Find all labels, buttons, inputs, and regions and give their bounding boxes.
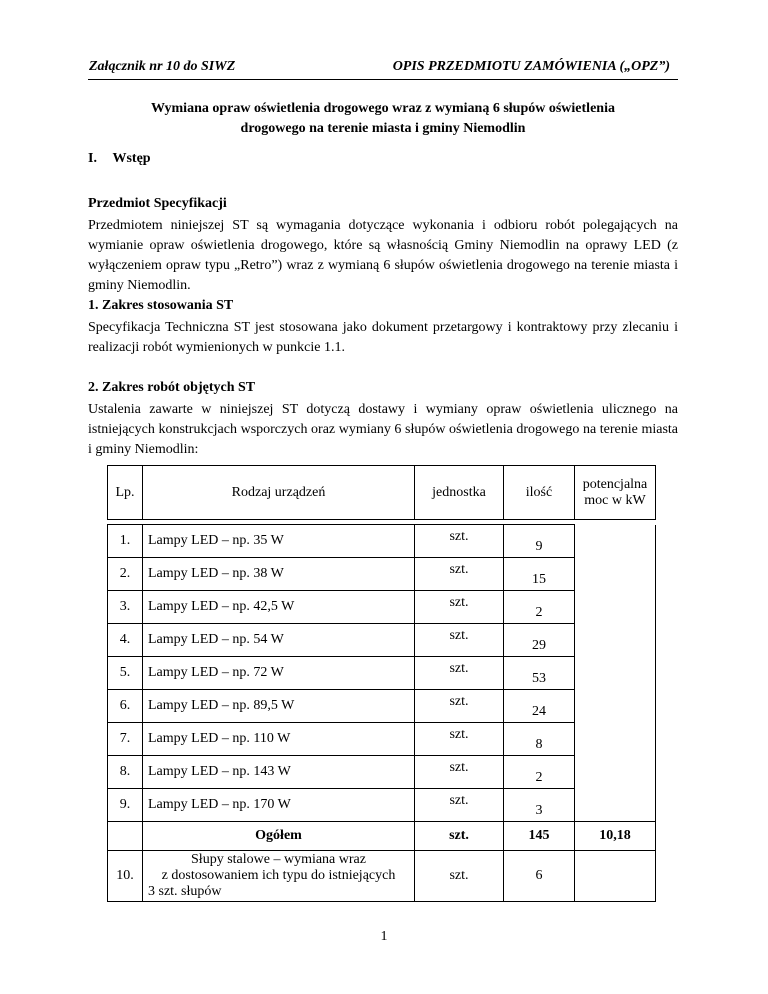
row-lp: 7. xyxy=(108,723,143,756)
power-merged-cell xyxy=(575,525,656,822)
row-unit: szt. xyxy=(415,591,504,624)
row-unit: szt. xyxy=(415,624,504,657)
scope-heading: 1. Zakres stosowania ST xyxy=(88,298,234,313)
table-row xyxy=(108,558,656,591)
row-name: Lampy LED – np. 54 W xyxy=(143,624,415,657)
poles-line-2: z dostosowaniem ich typu do istniejących xyxy=(161,868,396,883)
row-name-poles xyxy=(143,851,415,902)
row-unit: szt. xyxy=(415,789,504,822)
header-unit: jednostka xyxy=(415,466,504,520)
poles-line-3: 3 szt. słupów xyxy=(148,884,222,899)
poles-line-1: Słupy stalowe – wymiana wraz xyxy=(191,852,366,867)
total-label: Ogółem xyxy=(143,822,415,851)
row-qty: 2 xyxy=(504,591,575,624)
works-heading: 2. Zakres robót objętych ST xyxy=(88,380,256,395)
row-name: Lampy LED – np. 35 W xyxy=(143,525,415,558)
section-title: Wstęp xyxy=(112,151,151,166)
total-lp-empty xyxy=(108,822,143,851)
table-row xyxy=(108,525,656,558)
row-qty: 24 xyxy=(504,690,575,723)
header-power xyxy=(575,466,656,520)
row-name: Lampy LED – np. 72 W xyxy=(143,657,415,690)
table-row xyxy=(108,789,656,822)
equipment-table xyxy=(107,465,656,902)
total-row xyxy=(108,822,656,851)
row-lp: 9. xyxy=(108,789,143,822)
row-unit: szt. xyxy=(415,525,504,558)
row-name: Lampy LED – np. 143 W xyxy=(143,756,415,789)
title-line-2: drogowego na terenie miasta i gminy Niemodlin xyxy=(240,121,526,136)
table-row xyxy=(108,657,656,690)
row-qty: 29 xyxy=(504,624,575,657)
page-header xyxy=(88,59,678,80)
total-qty: 145 xyxy=(504,822,575,851)
row-lp: 6. xyxy=(108,690,143,723)
subject-paragraph: Przedmiotem niniejszej ST są wymagania dotyczące wykonania i odbioru robót polegających na wymianie opraw oświetlenia drogowego, które są własnością Gminy Niemodlin na oprawy LED (z wyłączeniem opraw typu „Retro”) wraz z wymianą 6 słupów oświetlenia drogowego na terenie miasta i gminy Niemodlin. xyxy=(88,218,678,293)
row-name: Lampy LED – np. 170 W xyxy=(143,789,415,822)
header-power-text: potencjalna moc w kW xyxy=(582,476,648,508)
document-title xyxy=(88,99,678,139)
row-unit: szt. xyxy=(415,690,504,723)
table-row xyxy=(108,756,656,789)
header-qty: ilość xyxy=(504,466,575,520)
row-lp: 5. xyxy=(108,657,143,690)
scope-paragraph: Specyfikacja Techniczna ST jest stosowana jako dokument przetargowy i kontraktowy przy zlecaniu i realizacji robót wymienionych w punkcie 1.1. xyxy=(88,320,678,355)
table-row-poles xyxy=(108,851,656,902)
page-number: 1 xyxy=(380,929,388,944)
row-qty: 53 xyxy=(504,657,575,690)
table-row xyxy=(108,723,656,756)
works-paragraph: Ustalenia zawarte w niniejszej ST dotyczą dostawy i wymiany opraw oświetlenia ulicznego na istniejących konstrukcjach wsporczych oraz wymiany 6 słupów oświetlenia drogowego na terenie miasta i gminy Niemodlin: xyxy=(88,402,678,457)
row-lp: 2. xyxy=(108,558,143,591)
row-unit: szt. xyxy=(415,756,504,789)
row-name: Lampy LED – np. 89,5 W xyxy=(143,690,415,723)
row-qty: 2 xyxy=(504,756,575,789)
row-unit: szt. xyxy=(415,723,504,756)
title-line-1: Wymiana opraw oświetlenia drogowego wraz z wymianą 6 słupów oświetlenia xyxy=(151,101,615,116)
row-qty: 3 xyxy=(504,789,575,822)
section-number: I. xyxy=(88,151,97,166)
total-power: 10,18 xyxy=(575,822,656,851)
table-row xyxy=(108,591,656,624)
table-row xyxy=(108,624,656,657)
row-lp: 8. xyxy=(108,756,143,789)
row-name: Lampy LED – np. 42,5 W xyxy=(143,591,415,624)
table-row xyxy=(108,690,656,723)
row-lp: 4. xyxy=(108,624,143,657)
row-unit: szt. xyxy=(415,657,504,690)
row-name: Lampy LED – np. 110 W xyxy=(143,723,415,756)
table-header-row xyxy=(108,466,656,520)
row-lp: 1. xyxy=(108,525,143,558)
subject-heading: Przedmiot Specyfikacji xyxy=(88,196,227,211)
section-heading-intro xyxy=(88,151,151,167)
row-power-empty xyxy=(575,851,656,902)
row-unit: szt. xyxy=(415,558,504,591)
header-type: Rodzaj urządzeń xyxy=(143,466,415,520)
row-qty: 8 xyxy=(504,723,575,756)
row-qty: 15 xyxy=(504,558,575,591)
header-lp: Lp. xyxy=(108,466,143,520)
row-qty: 9 xyxy=(504,525,575,558)
row-lp: 10. xyxy=(108,851,143,902)
attachment-label: Załącznik nr 10 do SIWZ xyxy=(89,59,236,74)
document-type-label: OPIS PRZEDMIOTU ZAMÓWIENIA („OPZ”) xyxy=(392,59,670,74)
row-unit: szt. xyxy=(415,851,504,902)
row-name: Lampy LED – np. 38 W xyxy=(143,558,415,591)
total-unit: szt. xyxy=(415,822,504,851)
row-qty: 6 xyxy=(504,851,575,902)
row-lp: 3. xyxy=(108,591,143,624)
